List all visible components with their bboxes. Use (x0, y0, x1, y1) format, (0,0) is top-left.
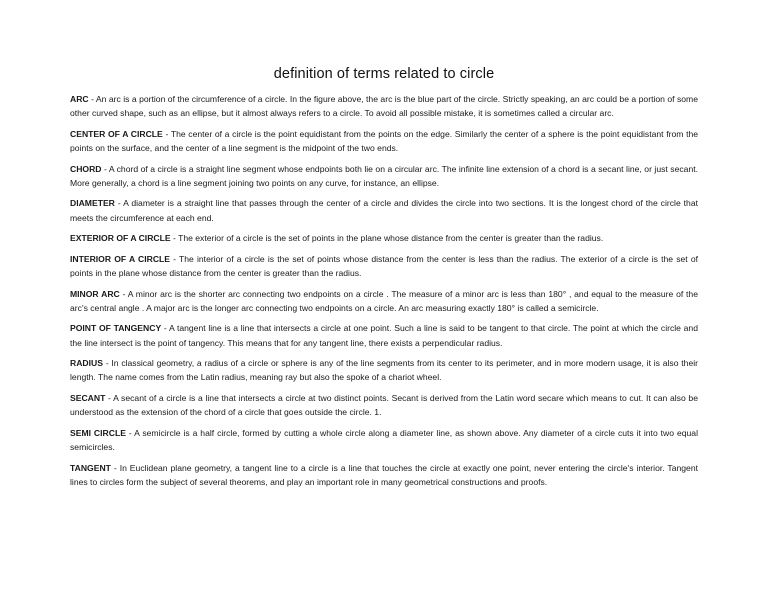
term-label: CHORD (70, 163, 102, 174)
term-separator: - (119, 288, 128, 299)
term-separator: - (105, 392, 114, 403)
definition-secant (70, 391, 698, 419)
term-label: DIAMETER (70, 198, 115, 209)
definition-radius (70, 356, 698, 384)
definition-arc (70, 92, 698, 120)
term-label: TANGENT (70, 462, 111, 473)
term-separator: - (125, 427, 135, 438)
definition-minor-arc (70, 287, 698, 315)
term-label: RADIUS (70, 358, 103, 369)
definition-diameter (70, 196, 698, 224)
term-separator: - (88, 94, 96, 104)
term-label: POINT OF TANGENCY (70, 323, 162, 334)
definition-text: The exterior of a circle is the set of points in the plane whose distance from the center is greater than the radius. (178, 233, 604, 244)
term-separator: - (101, 163, 109, 174)
term-separator: - (162, 128, 171, 139)
definition-text: A minor arc is the shorter arc connecting two endpoints on a circle . The measure of a minor arc is less than 180° , and equal to the measure of the arc's central angle . A major arc is the longer arc connecting two endpoints on a circle. An arc measuring exactly 180° is called a semicircle. (70, 288, 698, 313)
definition-text: The interior of a circle is the set of points whose distance from the center is less than the radius. The exterior of a circle is the set of points in the plane whose distance from the center is greater than the radius. (70, 253, 699, 278)
term-separator: - (170, 233, 179, 244)
definition-point-of-tangency (70, 321, 698, 349)
term-label: INTERIOR OF A CIRCLE (70, 253, 171, 264)
definition-tangent (70, 461, 698, 489)
definition-text: The center of a circle is the point equidistant from the points on the edge. Similarly the center of a sphere is the point equidistant from the points on the surface, and the center of a line segment is the midpoint of the two ends. (70, 128, 699, 153)
term-separator: - (114, 198, 124, 209)
term-label: SECANT (70, 392, 106, 403)
term-label: CENTER OF A CIRCLE (70, 128, 163, 139)
definition-text: In Euclidean plane geometry, a tangent line to a circle is a line that touches the circle at exactly one point, never entering the circle's interior. Tangent lines to circles form the subject of several theorems, and play an important role in many geometrical constructions and proofs. (70, 462, 698, 487)
definition-interior-of-a-circle (70, 252, 698, 280)
definition-text: A semicircle is a half circle, formed by cutting a whole circle along a diameter line, as shown above. Any diameter of a circle cuts it into two equal semicircles. (70, 427, 698, 452)
document-title: definition of terms related to circle (273, 66, 495, 82)
definition-chord (70, 162, 698, 190)
term-label: ARC (70, 94, 89, 104)
definition-text: An arc is a portion of the circumference of a circle. In the figure above, the arc is the blue part of the circle. Strictly speaking, an arc could be a portion of some other curved shape, such as an ellipse, but it almost always refers to a circle. To avoid all possible mistake, it is sometimes called a circular arc. (70, 94, 698, 119)
definition-text: A secant of a circle is a line that intersects a circle at two distinct points. Secant is derived from the Latin word secare which means to cut. It can also be understood as the extension of the chord of a circle that goes outside the circle. 1. (70, 392, 698, 418)
term-label: EXTERIOR OF A CIRCLE (70, 233, 171, 244)
definition-text: In classical geometry, a radius of a circle or sphere is any of the line segments from its center to its perimeter, and in more modern usage, it is also their length. The name comes from the Latin radius, meaning ray but also the spoke of a chariot wheel. (70, 358, 698, 383)
definition-semi-circle (70, 426, 698, 454)
definition-text: A chord of a circle is a straight line segment whose endpoints both lie on a circular arc. The infinite line extension of a chord is a secant line, or just secant. More generally, a chord is a line segment joining two points on any curve, for instance, an ellipse. (70, 163, 698, 188)
definition-center-of-a-circle (70, 127, 698, 155)
definition-text: A diameter is a straight line that passes through the center of a circle and divides the circle into two sections. It is the longest chord of the circle that meets the circumference at each end. (70, 198, 698, 223)
definition-exterior-of-a-circle (70, 231, 698, 245)
definition-text: A tangent line is a line that intersects a circle at one point. Such a line is said to be tangent to that circle. The point at which the circle and the line intersect is the point of tangency. This means that for any tangent line, there exists a perpendicular radius. (70, 323, 698, 348)
term-separator: - (110, 462, 120, 473)
term-separator: - (170, 253, 180, 264)
term-label: SEMI CIRCLE (70, 427, 126, 438)
term-separator: - (102, 358, 112, 369)
document-page (70, 66, 698, 495)
term-separator: - (161, 323, 169, 334)
term-label: MINOR ARC (70, 288, 120, 299)
